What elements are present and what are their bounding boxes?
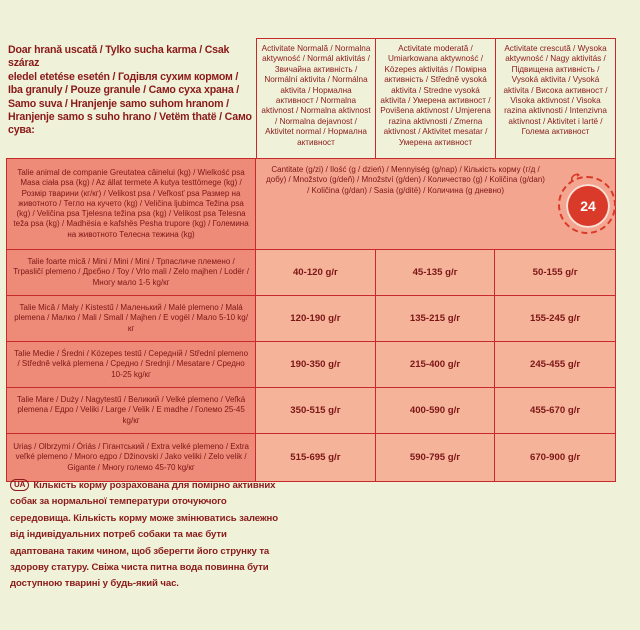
title-line: Hranjenje samo s suho hrano / Vetëm thatë / Само сува: (8, 111, 252, 137)
hours-badge (566, 184, 610, 228)
size-weight-header: Talie animal de companie Greutatea câinelui (kg) / Wielkość psa Masa ciała psa (kg) / Az állat termete A kutya testtömege (kg) / Розмір тварини (кг/кг) / Velikost psa / Veľkosť psa Размер на животното / Тегло на кучето (kg) / Veličina ljubimca Težina psa (kg) / Veličina psa Tjelesna težina psa (kg) / Velikost psa Telesna teža psa (kg) / Madhësia e kafshës Pesha trupore (kg) / Големина на животното Телесна тежина (kg) (7, 159, 256, 249)
table-row (6, 434, 616, 482)
table-row (6, 296, 616, 342)
amount-moderate: 400-590 g/г (376, 388, 496, 433)
table-row (6, 342, 616, 388)
table-header-row (6, 158, 616, 250)
table-row (6, 388, 616, 434)
dog-size-label: Talie Mică / Mały / Kistestű / Маленький / Malé plemeno / Malá plemena / Малко / Mali / Small / Majhen / E vogël / Мало 5-10 kg/кг (7, 296, 256, 341)
amount-normal: 350-515 g/г (256, 388, 376, 433)
title-line: Doar hrană uscată / Tylko sucha karma / Csak száraz (8, 44, 230, 70)
rotate-arrow-icon (570, 172, 582, 184)
amount-high: 50-155 g/г (532, 267, 578, 278)
amount-high: 455-670 g/г (529, 405, 581, 416)
dog-size-label: Talie foarte mică / Mini / Mini / Mini / Трпасличе племено / Trpasličí plemeno / Дрєбно / Toy / Vrlo mali / Zelo majhen / Lodër / Многу мало 1-5 kg/кг (7, 250, 256, 295)
footnote (10, 478, 280, 593)
amount-high: 155-245 g/г (529, 313, 581, 324)
amount-normal: 190-350 g/г (256, 342, 376, 387)
title-line: Iba granuly / Pouze granule / Само суха храна / (8, 84, 240, 97)
quantity-unit-header: Cantitate (g/zi) / Ilość (g / dzień) / Mennyiség (g/nap) / Кількість корму (г/д /добу) / Množstvo (g/deň) / Množství (g/den) / Количество (g) / Količina (g/dan) / Količina (g/dan) / Sasia (g/ditë) / Количина (g дневно) (266, 165, 545, 195)
header-moderate-activity: Activitate moderată / Umiarkowana aktywność / Közepes aktivitás / Помірна активність / Středně vysoká aktivita / Stredne vysoká aktivita / Умерена активност / Povišena aktivnost / Umjerena razina aktivnosti / Zmerna aktivnost / Aktivitet mesatar / Умерена активност (376, 38, 496, 158)
amount-moderate: 215-400 g/г (376, 342, 496, 387)
footnote-text: Кількість корму розрахована для помірно активних собак за нормальної температури оточуючого середовища. Кількість корму може змінюватись залежно від індивідуальних потреб собаки та має бути адаптована таким чином, щоб зберегти його струнку та здорову статуру. Свіжа чиста питна вода повинна бути доступною тварині у будь-який час. (10, 480, 278, 590)
dog-size-label: Uriaș / Olbrzymi / Óriás / Гігантський / Extra velké plemeno / Extra veľké plemeno / Много едро / Džinovski / Jako veliki / Zelo velik / Gigante / Многу големо 45-70 kg/кг (7, 434, 256, 481)
feeding-table (6, 158, 616, 482)
header-high-activity: Activitate crescută / Wysoka aktywność / Nagy aktivitás / Підвищена активність / Vysoká aktivita / Vysoká aktivita / Висока активност / Visoka aktivnost / Visoka razina aktivnosti / Intenzivna aktivnost / Aktivitet i lartë / Голема активност (496, 38, 616, 158)
badge-number: 24 (580, 198, 596, 214)
amount-normal: 40-120 g/г (256, 250, 376, 295)
header-normal-activity: Activitate Normală / Normalna aktywność / Normál aktivitás / Звичайна активність / Normální aktivita / Normálna aktivita / Нормална активност / Normalna aktivnost / Normalna aktivnost / Normalna dejavnost / Aktivitet normal / Нормална активност (256, 38, 376, 158)
table-row (6, 250, 616, 296)
language-badge: UA (10, 479, 29, 491)
amount-moderate: 590-795 g/г (376, 434, 496, 481)
amount-moderate: 45-135 g/г (376, 250, 496, 295)
amount-high: 670-900 g/г (529, 452, 581, 463)
amount-normal: 515-695 g/г (256, 434, 376, 481)
title-line: eledel etetése esetén / Годівля сухим кормом / (8, 70, 239, 83)
amount-high: 245-455 g/г (529, 359, 581, 370)
title-line: Samo suva / Hranjenje samo suhom hranom / (8, 97, 229, 110)
amount-moderate: 135-215 g/г (376, 296, 496, 341)
feeding-title (8, 44, 256, 138)
amount-normal: 120-190 g/г (256, 296, 376, 341)
dog-size-label: Talie Medie / Średni / Közepes testű / Середній / Střední plemeno / Středně velká plemena / Средно / Srednji / Mesatare / Средно 10-25 kg/кг (7, 342, 256, 387)
dog-size-label: Talie Mare / Duży / Nagytestű / Великий / Velké plemeno / Veľká plemena / Едро / Veliki / Large / Velik / E madhe / Големо 25-45 kg/кг (7, 388, 256, 433)
